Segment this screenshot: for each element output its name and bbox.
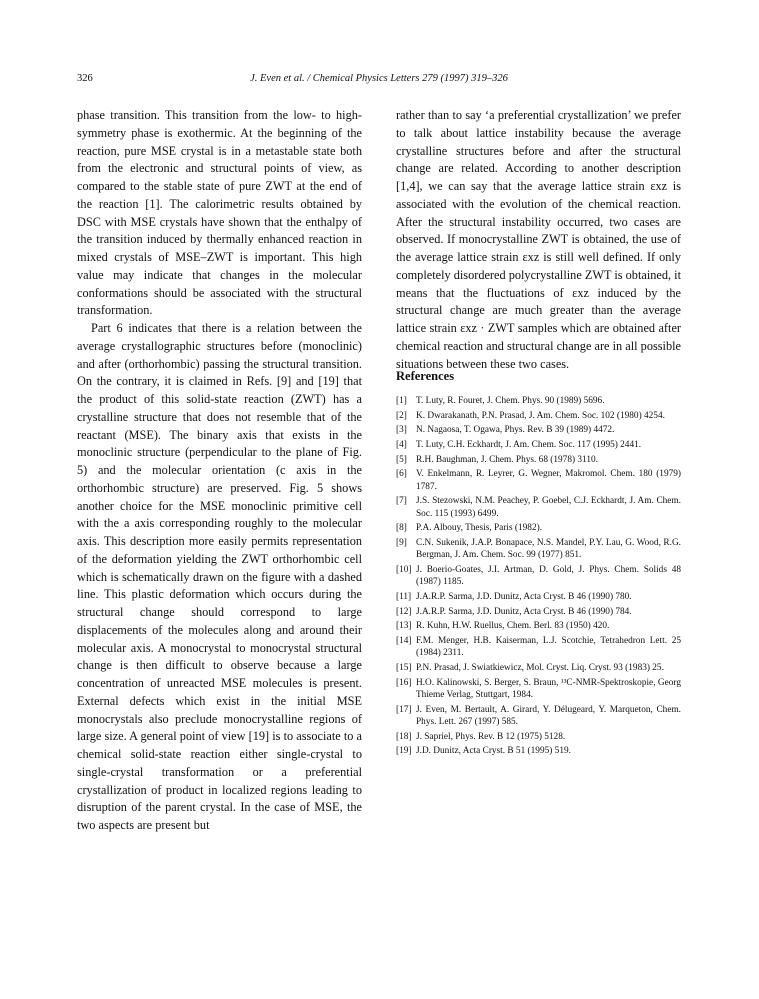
reference-item: [396, 495, 681, 520]
reference-number: [6]: [396, 469, 407, 480]
reference-item: [396, 439, 681, 451]
reference-text: H.O. Kalinowski, S. Berger, S. Braun, ¹³C-NMR-Spektroskopie, Georg Thieme Verlag, Stuttgart, 1984.: [416, 677, 681, 701]
reference-item: [396, 704, 681, 729]
reference-number: [10]: [396, 565, 412, 576]
reference-number: [5]: [396, 454, 407, 465]
left-paragraph-2: Part 6 indicates that there is a relation between the average crystallographic structures before (monoclinic) and after (orthorhombic) passing the structural transition. On the contrary, it is claimed in Refs. [9] and [19] that the product of this solid-state reaction (ZWT) has a crystalline structure that does not resemble that of the reactant (MSE). The binary axis that exists in the monoclinic structure (perpendicular to the plane of Fig. 5) and the molecular orientation (c axis in the orthorhombic structure) are preserved. Fig. 5 shows another choice for the MSE monoclinic primitive cell with the a axis corresponding roughly to the molecular axis. This description more easily permits representation of the deformation yielding the ZWT orthorhombic cell which is schematically drawn on the figure with a dashed line. This plastic deformation which occurs during the structural change should correspond to large displacements of the molecules along and around their molecular axis. A monocrystal to monocrystal structural change is then difficult to observe because a large concentration of unreacted MSE molecules is present. External defects which exist in the initial MSE monocrystals also preclude monocrystalline regions of large size. A general point of view [19] is to associate to a chemical solid-state reaction either single-crystal to single-crystal transformation or a preferential crystallization of product in localized regions leading to disruption of the parent crystal. In the case of MSE, the two aspects are present but: [77, 321, 362, 832]
reference-text: F.M. Menger, H.B. Kaiserman, L.J. Scotchie, Tetrahedron Lett. 25 (1984) 2311.: [416, 636, 681, 659]
reference-item: [396, 591, 681, 603]
reference-item: [396, 564, 681, 589]
reference-number: [13]: [396, 621, 412, 632]
reference-text: J. Even, M. Bertault, A. Girard, Y. Délugeard, Y. Marqueton, Chem. Phys. Lett. 267 (1997) 585.: [416, 704, 681, 728]
reference-item: [396, 745, 681, 757]
reference-number: [16]: [396, 677, 412, 688]
reference-text: V. Enkelmann, R. Leyrer, G. Wegner, Makromol. Chem. 180 (1979) 1787.: [416, 469, 681, 492]
reference-number: [8]: [396, 523, 407, 534]
reference-text: R.H. Baughman, J. Chem. Phys. 68 (1978) 3110.: [416, 454, 598, 465]
reference-item: [396, 731, 681, 743]
reference-text: J. Sapriel, Phys. Rev. B 12 (1975) 5128.: [416, 731, 566, 742]
reference-text: P.N. Prasad, J. Swiatkiewicz, Mol. Cryst. Liq. Cryst. 93 (1983) 25.: [416, 663, 664, 674]
reference-item: [396, 395, 681, 407]
reference-item: [396, 468, 681, 493]
references-title: References: [396, 369, 455, 383]
reference-number: [14]: [396, 636, 412, 647]
reference-item: [396, 635, 681, 660]
reference-number: [12]: [396, 606, 412, 617]
reference-number: [9]: [396, 538, 407, 549]
reference-item: [396, 454, 681, 466]
running-title: J. Even et al. / Chemical Physics Letters 279 (1997) 319–326: [250, 73, 508, 84]
references-section: [396, 369, 681, 760]
page-header: [77, 73, 681, 87]
reference-text: P.A. Albouy, Thesis, Paris (1982).: [416, 523, 543, 534]
reference-item: [396, 522, 681, 534]
reference-number: [17]: [396, 704, 412, 715]
reference-item: [396, 606, 681, 618]
page-number: 326: [77, 73, 93, 84]
left-column: [77, 107, 362, 835]
reference-number: [4]: [396, 440, 407, 451]
reference-number: [3]: [396, 425, 407, 436]
reference-item: [396, 537, 681, 562]
reference-item: [396, 424, 681, 436]
right-column: [396, 107, 681, 373]
reference-item: [396, 662, 681, 674]
reference-text: J.A.R.P. Sarma, J.D. Dunitz, Acta Cryst. B 46 (1990) 780.: [416, 592, 632, 603]
reference-text: T. Luty, C.H. Eckhardt, J. Am. Chem. Soc. 117 (1995) 2441.: [416, 440, 642, 451]
reference-text: K. Dwarakanath, P.N. Prasad, J. Am. Chem. Soc. 102 (1980) 4254.: [416, 410, 665, 421]
reference-text: J. Boerio-Goates, J.I. Artman, D. Gold, J. Phys. Chem. Solids 48 (1987) 1185.: [416, 565, 681, 588]
reference-number: [19]: [396, 746, 412, 757]
left-paragraph-1: phase transition. This transition from the low- to high-symmetry phase is exothermic. At the beginning of the reaction, pure MSE crystal is in a metastable state both from the electronic and structural points of view, as compared to the stable state of pure ZWT at the end of the reaction [1]. The calorimetric results obtained by DSC with MSE crystals have shown that the enthalpy of the transition induced by thermally enhanced reaction in mixed crystals of MSE–ZWT is important. This high value may indicate that changes in the molecular conformations should be associated with the structural transformation.: [77, 108, 362, 318]
reference-text: C.N. Sukenik, J.A.P. Bonapace, N.S. Mandel, P.Y. Lau, G. Wood, R.G. Bergman, J. Am. Chem. Soc. 99 (1977) 851.: [416, 538, 681, 561]
reference-text: J.S. Stezowski, N.M. Peachey, P. Goebel, C.J. Eckhardt, J. Am. Chem. Soc. 115 (1993) 6499.: [416, 496, 681, 519]
reference-text: N. Nagaosa, T. Ogawa, Phys. Rev. B 39 (1989) 4472.: [416, 425, 615, 436]
reference-number: [7]: [396, 496, 407, 507]
references-list: [396, 395, 681, 758]
reference-text: J.A.R.P. Sarma, J.D. Dunitz, Acta Cryst. B 46 (1990) 784.: [416, 606, 632, 617]
reference-item: [396, 620, 681, 632]
reference-text: J.D. Dunitz, Acta Cryst. B 51 (1995) 519.: [416, 746, 571, 757]
right-paragraph: rather than to say ‘a preferential crystallization’ we prefer to talk about lattice instability because the average crystalline structures before and after the structural change are related. According to another description [1,4], we can say that the average lattice strain εxz is associated with the evolution of the chemical reaction. After the structural instability occurred, two cases are observed. If monocrystalline ZWT is obtained, the use of the average lattice strain εxz is still well defined. If only completely disordered polycrystalline ZWT is obtained, it means that the fluctuations of εxz induced by the structural change are much greater than the average lattice strain εxz · ZWT samples which are obtained after chemical reaction and structural change are in all possible situations between these two cases.: [396, 108, 681, 371]
reference-number: [2]: [396, 410, 407, 421]
reference-number: [11]: [396, 592, 412, 603]
reference-number: [15]: [396, 663, 412, 674]
reference-number: [1]: [396, 396, 407, 406]
reference-text: R. Kuhn, H.W. Ruellus, Chem. Berl. 83 (1950) 420.: [416, 621, 610, 632]
reference-item: [396, 410, 681, 422]
reference-item: [396, 677, 681, 702]
reference-number: [18]: [396, 731, 412, 742]
reference-text: T. Luty, R. Fouret, J. Chem. Phys. 90 (1989) 5696.: [416, 396, 605, 406]
